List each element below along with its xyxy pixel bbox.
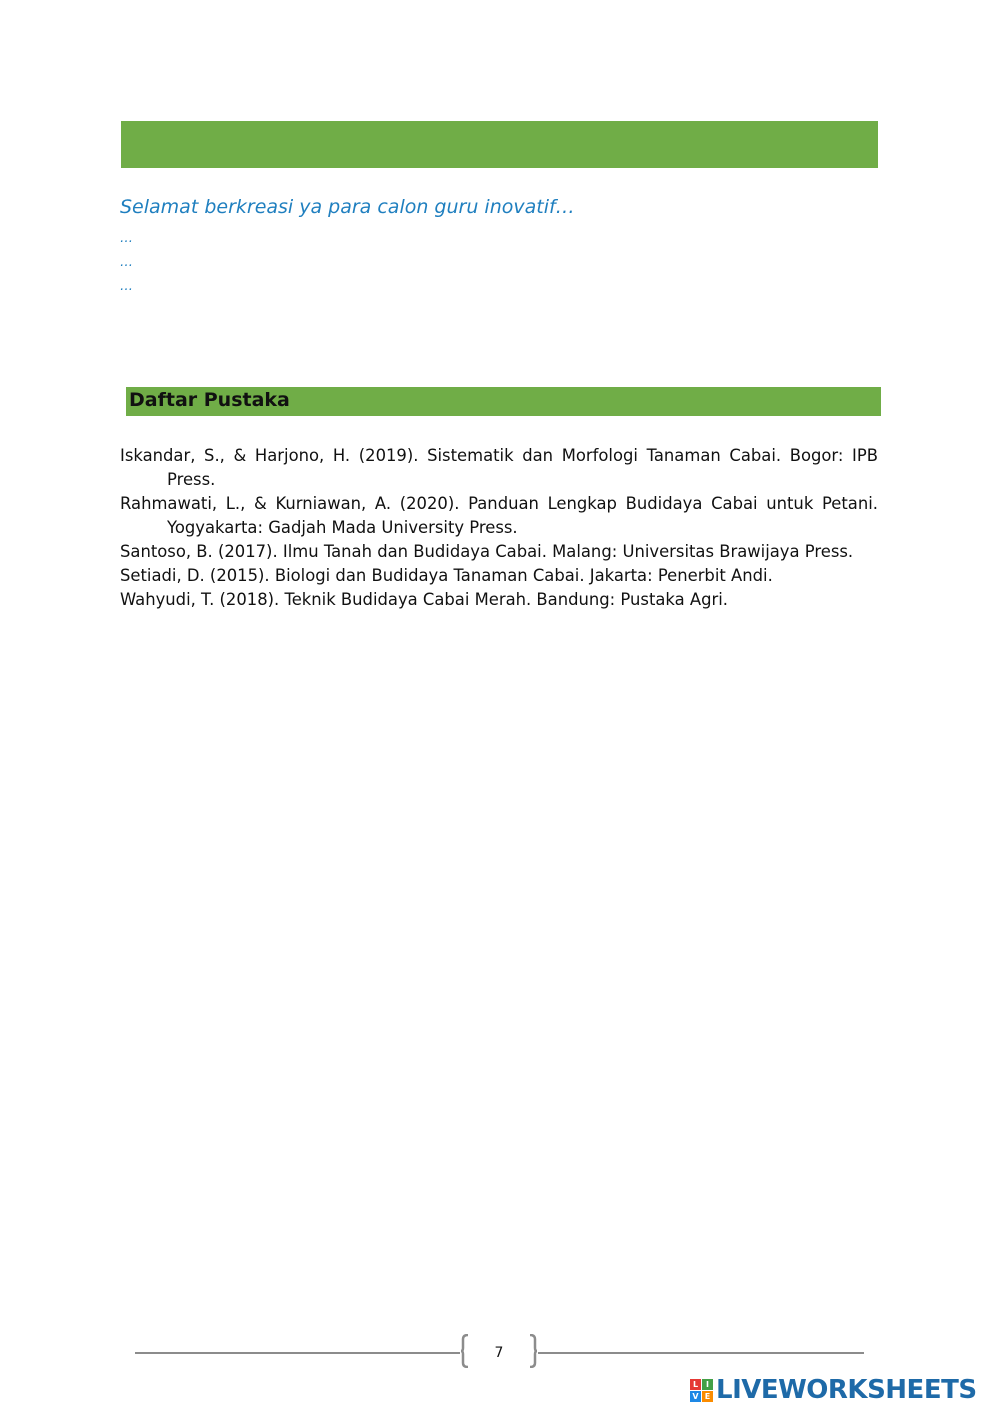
references-list [120, 444, 878, 612]
references-heading: Daftar Pustaka [129, 389, 290, 411]
reference-item: Iskandar, S., & Harjono, H. (2019). Sistematik dan Morfologi Tanaman Cabai. Bogor: IPB Press. [120, 446, 878, 489]
liveworksheets-logo [690, 1374, 977, 1406]
mark-letter-e: E [702, 1391, 713, 1402]
liveworksheets-mark-icon [690, 1379, 713, 1402]
mark-letter-i: I [702, 1379, 713, 1390]
reference-item: Santoso, B. (2017). Ilmu Tanah dan Budidaya Cabai. Malang: Universitas Brawijaya Press. [120, 542, 854, 561]
ellipsis-line-2: … [120, 255, 133, 270]
footer-rule-right [538, 1352, 864, 1354]
reference-item: Wahyudi, T. (2018). Teknik Budidaya Cabai Merah. Bandung: Pustaka Agri. [120, 590, 728, 609]
closing-message: Selamat berkreasi ya para calon guru inovatif… [120, 196, 575, 218]
page-number: 7 [494, 1345, 504, 1361]
top-green-banner [121, 121, 878, 168]
liveworksheets-wordmark: LIVEWORKSHEETS [716, 1375, 977, 1405]
mark-letter-v: V [690, 1391, 701, 1402]
reference-item: Rahmawati, L., & Kurniawan, A. (2020). Panduan Lengkap Budidaya Cabai untuk Petani. Yogyakarta: Gadjah Mada University Press. [120, 494, 878, 537]
mark-letter-l: L [690, 1379, 701, 1390]
footer-rule-left [135, 1352, 460, 1354]
ellipsis-line-1: … [120, 231, 133, 246]
reference-item: Setiadi, D. (2015). Biologi dan Budidaya Tanaman Cabai. Jakarta: Penerbit Andi. [120, 566, 773, 585]
ellipsis-line-3: … [120, 279, 133, 294]
footer-bracket-right-icon [529, 1334, 537, 1368]
references-header [126, 387, 881, 416]
footer-bracket-left-icon [461, 1334, 469, 1368]
